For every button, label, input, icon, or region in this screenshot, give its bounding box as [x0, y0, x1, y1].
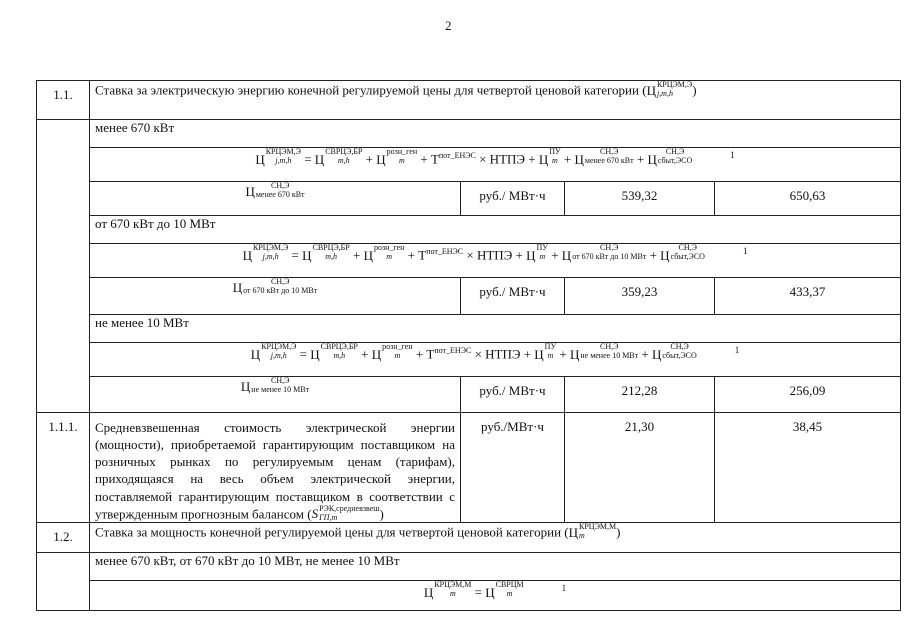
table-row [37, 182, 901, 216]
footnote-marker: 1 [742, 245, 748, 256]
symbol-superscript: КРЦЭМ,М [579, 522, 617, 532]
symbol-base: Ц [646, 82, 656, 98]
tariff-table-container [36, 80, 900, 611]
table-row [37, 413, 901, 523]
symbol-subscript: не менее 10 МВт [251, 384, 310, 394]
value-cell: 21,30 [565, 413, 715, 523]
unit-cell: руб./ МВт·ч [461, 377, 565, 413]
symbol-cell [90, 182, 461, 216]
symbol-cell [90, 377, 461, 413]
table-row [37, 377, 901, 413]
formula-symbol [312, 505, 380, 523]
symbol-subscript: от 670 кВт до 10 МВт [243, 285, 318, 295]
page-number: 2 [445, 18, 452, 33]
table-row [37, 553, 901, 581]
table-row [37, 343, 901, 377]
table-row [37, 581, 901, 611]
footnote-marker: 1 [734, 344, 740, 355]
table-row [37, 120, 901, 148]
symbol-superscript: РЭК,средневзвеш [319, 503, 380, 513]
unit-cell: руб./ МВт·ч [461, 278, 565, 315]
table-row [37, 216, 901, 244]
value-cell: 650,63 [715, 182, 901, 216]
table-row [37, 315, 901, 343]
row-number: 1.1. [37, 81, 90, 120]
symbol-cell [90, 278, 461, 315]
symbol-base: S [311, 506, 319, 522]
table-row [37, 523, 901, 553]
symbol-base: Ц [568, 524, 578, 540]
value-cell: 539,32 [565, 182, 715, 216]
formula-symbol: Ц СН,Э от 670 кВт до 10 МВт [232, 277, 318, 295]
tariff-table [36, 80, 901, 611]
formula: Ц КРЦЭМ,Э j,m,h = Ц СВРЦЭ,БР m,h + Ц розн_ген m + $Т^{пот\_ЕНЭС}$ × НТПЭ + Ц ПУ m + Ц СН,Э менее 670 кВт + Ц СН,Э сбыт,ЭСО [255, 147, 693, 167]
value-cell: 256,09 [715, 377, 901, 413]
section-title [90, 81, 901, 120]
formula-symbol [569, 523, 616, 541]
symbol-subscript: m [579, 531, 585, 541]
unit-cell: руб./МВт·ч [461, 413, 565, 523]
formula-cell [90, 581, 901, 611]
group-label: не менее 10 МВт [90, 315, 901, 343]
formula: Ц КРЦЭМ,Э j,m,h = Ц СВРЦЭ,БР m,h + Ц розн_ген m + $Т^{пот\_ЕНЭС}$ × НТПЭ + Ц ПУ m + Ц СН,Э от 670 кВт до 10 МВт + Ц СН,Э сбыт,ЭСО [242, 243, 705, 263]
symbol-subscript: менее 670 кВт [255, 189, 305, 199]
formula-symbol: Ц СН,Э менее 670 кВт [245, 181, 305, 199]
group-label: от 670 кВт до 10 МВт [90, 216, 901, 244]
formula-cell [90, 148, 901, 182]
group-label: менее 670 кВт, от 670 кВт до 10 МВт, не менее 10 МВт [90, 553, 901, 581]
symbol-superscript: КРЦЭМ,Э [656, 80, 693, 89]
value-cell: 38,45 [715, 413, 901, 523]
description-cell [90, 413, 461, 523]
symbol-superscript: СН,Э [270, 277, 290, 286]
formula-symbol [647, 81, 693, 99]
value-cell: 359,23 [565, 278, 715, 315]
symbol-subscript: ГП,m [319, 512, 338, 522]
section-title-text: Ставка за мощность конечной регулируемой цены для четвертой ценовой категории ( [95, 524, 569, 540]
table-row [37, 278, 901, 315]
symbol-subscript: j,m,h [656, 88, 673, 98]
unit-cell: руб./ МВт·ч [461, 182, 565, 216]
formula: Ц КРЦЭМ,Э j,m,h = Ц СВРЦЭ,БР m,h + Ц розн_ген m + $Т^{пот\_ЕНЭС}$ × НТПЭ + Ц ПУ m + Ц СН,Э не менее 10 МВт + Ц СН,Э сбыт,ЭСО [250, 342, 697, 362]
title-close-paren: ) [692, 82, 697, 98]
formula-symbol: Ц СН,Э не менее 10 МВт [240, 376, 310, 394]
group-label: менее 670 кВт [90, 120, 901, 148]
footnote-marker: 1 [730, 149, 735, 160]
value-cell: 433,37 [715, 278, 901, 315]
formula-cell [90, 244, 901, 278]
row-number: 1.1.1. [37, 413, 90, 523]
formula-cell [90, 343, 901, 377]
footnote-marker: 1 [561, 582, 567, 593]
row-number: 1.2. [37, 523, 90, 553]
table-row [37, 148, 901, 182]
value-cell: 212,28 [565, 377, 715, 413]
description-close-paren: ) [379, 506, 384, 522]
section-title-text: Ставка за электрическую энергию конечной регулируемой цены для четвертой ценовой категории ( [95, 82, 647, 98]
table-row [37, 81, 901, 120]
title-close-paren: ) [616, 524, 621, 540]
section-title [90, 523, 901, 553]
table-row [37, 244, 901, 278]
symbol-superscript: СН,Э [270, 376, 290, 385]
description-text: Средневзвешенная стоимость электрической энергии (мощности), приобретаемой гарантирующим поставщиком на розничных рынках по регулируемым ценам (тарифам), приходящаяся на весь объем электрической энергии, поставляемой гарантирующим поставщиком в соответствии с утвержденным прогнозным балансом ( [95, 420, 455, 522]
symbol-superscript: СН,Э [270, 181, 290, 190]
formula: Ц КРЦЭМ,М m = Ц СВРЦМ m [423, 580, 524, 600]
